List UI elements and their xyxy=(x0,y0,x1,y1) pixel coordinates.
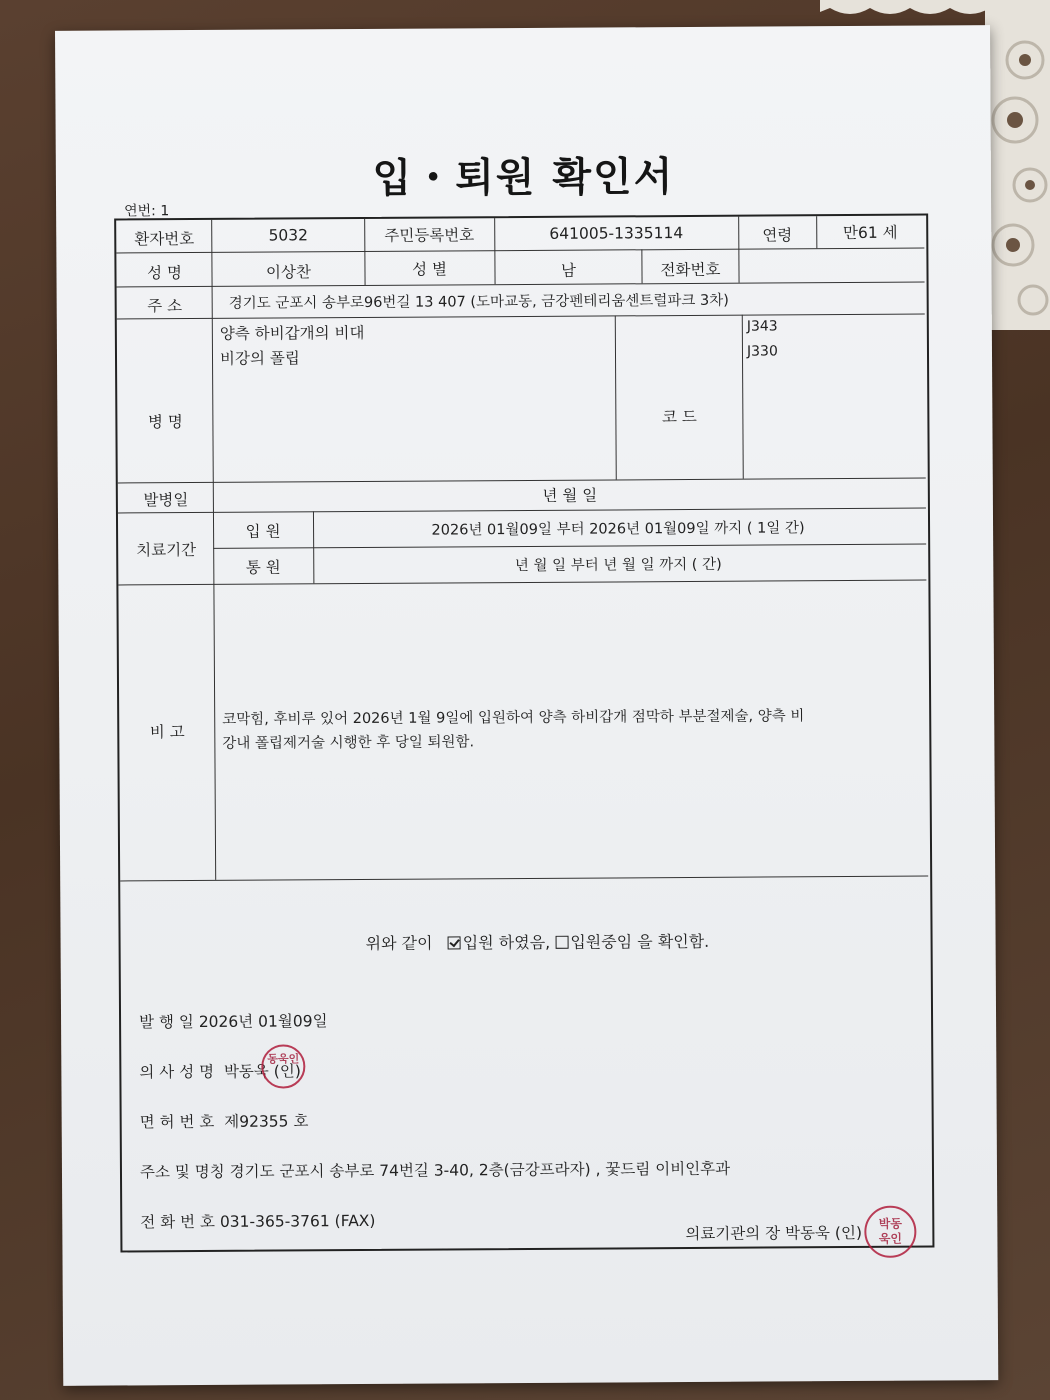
tel-number: 031-365-3761 (FAX) xyxy=(219,1211,376,1231)
lace-doily xyxy=(985,0,1050,330)
value-patient-no: 5032 xyxy=(268,226,309,245)
label-code: 코 드 xyxy=(661,407,697,427)
label-patient-no: 환자번호 xyxy=(134,230,195,249)
checkbox-in-hospital-icon[interactable] xyxy=(555,936,568,949)
label-phone: 전화번호 xyxy=(660,260,721,280)
doctor-label: 의 사 성 명 xyxy=(139,1062,215,1082)
head-of-institution: 의료기관의 장 박동욱 (인) xyxy=(685,1223,863,1244)
confirm-opt2: 입원중임 xyxy=(570,932,633,952)
value-name: 이상찬 xyxy=(265,263,312,282)
head-seal-stamp: 박동욱인 xyxy=(864,1206,916,1258)
disease-1: 양측 하비갑개의 비대 xyxy=(219,323,365,343)
remarks-line-1: 코막힘, 후비루 있어 2026년 1월 9일에 입원하여 양측 하비갑개 점막하 부분절제술, 양측 비 xyxy=(222,708,805,728)
tel-label: 전 화 번 호 xyxy=(140,1212,216,1232)
label-sex: 성 별 xyxy=(411,260,447,279)
lace-doily-top xyxy=(820,0,990,22)
issue-date-label: 발 행 일 xyxy=(139,1013,194,1032)
license-row xyxy=(140,1109,309,1132)
clinic-address: 경기도 군포시 송부로 74번길 3-40, 2층(금강프라자) , 꿏드림 이비인후과 xyxy=(229,1159,731,1181)
label-onset: 발병일 xyxy=(143,491,189,510)
label-remarks: 비 고 xyxy=(149,723,185,742)
clinic-address-label: 주소 및 명칭 xyxy=(139,1162,225,1182)
confirmation-line xyxy=(366,929,710,954)
disease-2: 비강의 폴립 xyxy=(219,349,300,368)
checkbox-admitted-icon[interactable] xyxy=(448,936,461,949)
tel-row xyxy=(140,1209,375,1232)
label-age: 연령 xyxy=(762,226,793,245)
clinic-address-row xyxy=(140,1157,730,1183)
value-age: 만61 세 xyxy=(842,223,898,243)
value-resident-no: 641005-1335114 xyxy=(549,224,684,243)
value-inpatient-period: 2026년 01월09일 부터 2026년 01월09일 까지 ( 1일 간) xyxy=(431,520,805,539)
value-onset: 년 월 일 xyxy=(542,486,598,505)
paper-sheet xyxy=(55,25,998,1386)
label-resident-no: 주민등록번호 xyxy=(384,226,475,245)
document-title: 입・퇴원 확인서 xyxy=(372,154,675,202)
confirm-opt1: 입원 하였음, xyxy=(462,932,551,953)
label-inpatient: 입 원 xyxy=(245,522,281,541)
code-1: J343 xyxy=(746,318,778,335)
license-label: 면 허 번 호 xyxy=(139,1112,215,1132)
code-2: J330 xyxy=(746,343,778,360)
label-address: 주 소 xyxy=(147,297,183,316)
value-sex: 남 xyxy=(560,261,577,280)
label-period: 치료기간 xyxy=(136,541,197,560)
label-name: 성 명 xyxy=(146,264,182,283)
label-outpatient: 통 원 xyxy=(245,558,281,577)
doctor-name: 박동욱 (인) xyxy=(223,1062,301,1081)
label-disease: 병 명 xyxy=(147,413,183,432)
remarks-line-2: 강내 폴립제거술 시행한 후 당일 퇴원함. xyxy=(222,734,475,752)
license-number: 제92355 호 xyxy=(224,1112,309,1131)
value-outpatient-period: 년 월 일 부터 년 월 일 까지 ( 간) xyxy=(514,556,722,575)
issue-date-row xyxy=(139,1009,328,1032)
confirmation-form xyxy=(114,214,934,1253)
confirm-suffix: 을 확인함. xyxy=(637,931,710,952)
doctor-seal-stamp: 동욱인 xyxy=(261,1044,305,1088)
serial-number: 연번: 1 xyxy=(124,203,170,220)
value-address: 경기도 군포시 송부로96번길 13 407 (도마교동, 금강펜테리움센트럴파크 3차) xyxy=(228,292,729,312)
confirm-prefix: 위와 같이 xyxy=(365,933,433,953)
issue-date: 2026년 01월09일 xyxy=(198,1012,328,1031)
